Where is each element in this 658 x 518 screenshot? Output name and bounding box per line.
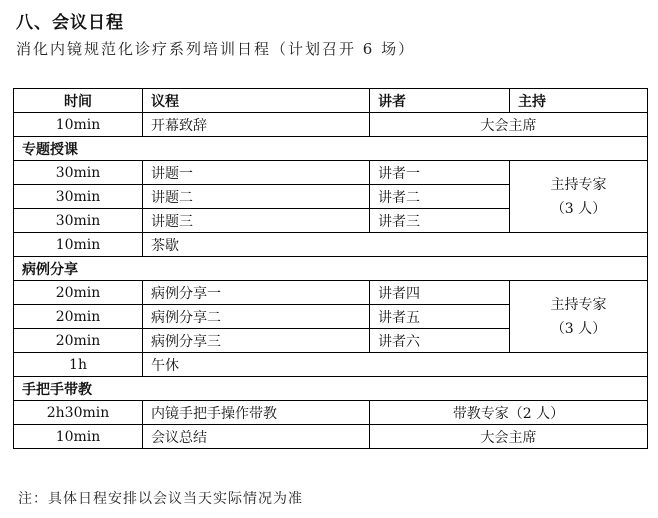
row-agenda: 讲题一 — [143, 161, 370, 185]
table-row — [14, 161, 648, 185]
row-agenda: 茶歇 — [143, 233, 648, 257]
table-row — [14, 401, 648, 425]
footnote: 注：具体日程安排以会议当天实际情况为准 — [18, 491, 303, 507]
row-host: 大会主席 — [370, 425, 648, 449]
row-agenda: 午休 — [143, 353, 648, 377]
row-agenda: 讲题二 — [143, 185, 370, 209]
section-title: 手把手带教 — [14, 377, 648, 401]
schedule-table — [13, 88, 648, 449]
row-time: 20min — [14, 305, 143, 329]
row-speaker: 讲者二 — [370, 185, 510, 209]
section-title: 专题授课 — [14, 137, 648, 161]
header-agenda: 议程 — [143, 89, 370, 113]
schedule-subtitle: 消化内镜规范化诊疗系列培训日程（计划召开 6 场） — [16, 40, 416, 58]
row-time: 30min — [14, 161, 143, 185]
row-time: 10min — [14, 233, 143, 257]
header-host: 主持 — [510, 89, 648, 113]
table-row — [14, 233, 648, 257]
row-time: 30min — [14, 185, 143, 209]
row-agenda: 内镜手把手操作带教 — [143, 401, 370, 425]
row-time: 30min — [14, 209, 143, 233]
row-speaker: 讲者六 — [370, 329, 510, 353]
table-row — [14, 113, 648, 137]
row-agenda: 讲题三 — [143, 209, 370, 233]
host-count: （3 人） — [550, 200, 607, 217]
host-label: 主持专家 — [550, 296, 607, 313]
row-time: 10min — [14, 425, 143, 449]
section-heading: 八、会议日程 — [16, 13, 124, 33]
host-experts-cell — [510, 161, 648, 233]
section-row — [14, 377, 648, 401]
header-speaker: 讲者 — [370, 89, 510, 113]
row-time: 20min — [14, 281, 143, 305]
header-time: 时间 — [14, 89, 143, 113]
row-agenda: 病例分享一 — [143, 281, 370, 305]
row-speaker: 讲者三 — [370, 209, 510, 233]
row-speaker: 讲者一 — [370, 161, 510, 185]
table-header-row — [14, 89, 648, 113]
row-agenda: 会议总结 — [143, 425, 370, 449]
section-row — [14, 257, 648, 281]
row-agenda: 病例分享二 — [143, 305, 370, 329]
row-time: 10min — [14, 113, 143, 137]
row-host: 大会主席 — [370, 113, 648, 137]
row-speaker: 讲者四 — [370, 281, 510, 305]
row-agenda: 开幕致辞 — [143, 113, 370, 137]
table-row — [14, 281, 648, 305]
row-speaker: 讲者五 — [370, 305, 510, 329]
host-label: 主持专家 — [550, 176, 607, 193]
table-row — [14, 353, 648, 377]
section-row — [14, 137, 648, 161]
table-row — [14, 425, 648, 449]
row-time: 1h — [14, 353, 143, 377]
row-agenda: 病例分享三 — [143, 329, 370, 353]
row-time: 2h30min — [14, 401, 143, 425]
section-title: 病例分享 — [14, 257, 648, 281]
row-host: 带教专家（2 人） — [370, 401, 648, 425]
host-experts-cell — [510, 281, 648, 353]
host-count: （3 人） — [550, 320, 607, 337]
row-time: 20min — [14, 329, 143, 353]
